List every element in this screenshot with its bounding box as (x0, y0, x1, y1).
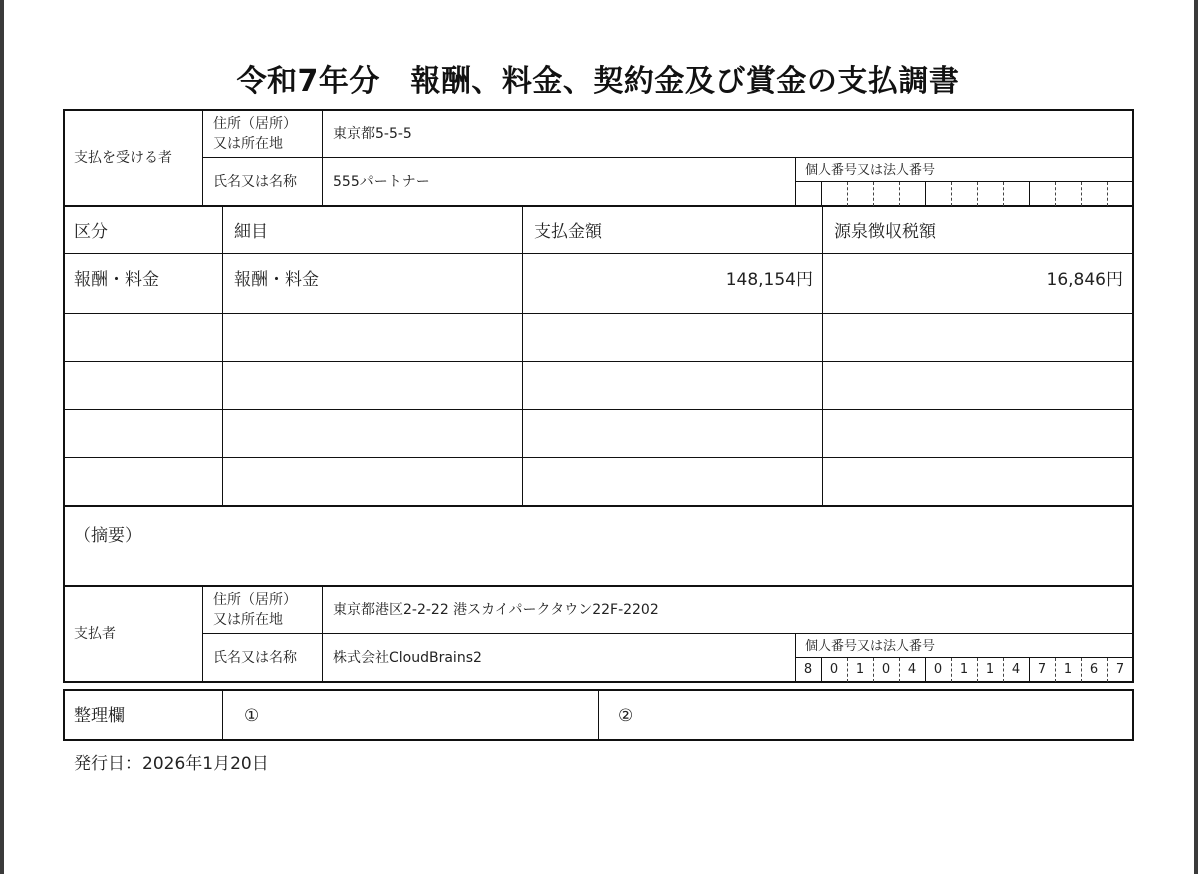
payer-address-divider (203, 633, 1133, 634)
payer-address-label-1: 住所（居所） (213, 592, 297, 608)
payer-number-label: 個人番号又は法人番号 (805, 639, 936, 654)
payer-number-digit: 7 (1115, 662, 1125, 677)
payee-number-divider-10 (1055, 182, 1056, 206)
payer-number-digit: 1 (959, 662, 969, 677)
payer-number-digit: 0 (881, 662, 891, 677)
row-1-details: 報酬・料金 (234, 270, 319, 290)
header-details: 細目 (234, 222, 268, 242)
arrangement-label: 整理欄 (74, 706, 125, 726)
payee-number-divider-9 (1029, 182, 1030, 206)
header-withholding: 源泉徴収税額 (834, 222, 936, 242)
header-category: 区分 (74, 222, 108, 242)
payee-number-divider-5 (925, 182, 926, 206)
payer-number-digit: 1 (985, 662, 995, 677)
payer-name-value: 株式会社CloudBrains2 (333, 650, 482, 666)
issue-date: 発行日：2026年1月20日 (74, 754, 269, 774)
payer-name-label: 氏名又は名称 (213, 650, 297, 666)
payee-label-divider (202, 110, 203, 206)
arrangement-field-1: ① (244, 706, 260, 726)
window-frame-right (1194, 0, 1198, 874)
row-1-category: 報酬・料金 (74, 270, 159, 290)
payee-address-divider (203, 157, 1133, 158)
payer-label-divider (202, 587, 203, 682)
arrangement-field-divider (598, 690, 599, 740)
row-1-withholding: 16,846円 (1046, 270, 1123, 290)
col-divider-2 (522, 207, 523, 505)
payer-section-label: 支払者 (74, 626, 116, 642)
payer-number-digit: 4 (1011, 662, 1021, 677)
payee-section-bottom (64, 205, 1133, 207)
row-divider-3 (64, 409, 1133, 410)
payee-address-label-1: 住所（居所） (213, 116, 297, 132)
payer-address-value: 東京都港区2-2-22 港スカイパークタウン22F-2202 (333, 602, 659, 618)
header-payment: 支払金額 (534, 222, 602, 242)
payee-number-divider-11 (1081, 182, 1082, 206)
payer-number-digit: 1 (855, 662, 865, 677)
row-divider-1 (64, 313, 1133, 314)
window-frame-left (0, 0, 4, 874)
payee-number-label: 個人番号又は法人番号 (805, 163, 936, 178)
payee-number-divider (795, 158, 796, 206)
payee-address-value: 東京都5-5-5 (333, 126, 412, 142)
payer-number-digit: 1 (1063, 662, 1073, 677)
payee-name-value: 555パートナー (333, 174, 430, 190)
payer-number-digit: 0 (933, 662, 943, 677)
payer-number-digit: 6 (1089, 662, 1099, 677)
payee-sublabel-divider (322, 110, 323, 206)
payee-number-divider-6 (951, 182, 952, 206)
remarks-bottom (64, 585, 1133, 587)
row-1-payment: 148,154円 (725, 270, 813, 290)
payer-number-digit: 7 (1037, 662, 1047, 677)
payer-number-digit: 0 (829, 662, 839, 677)
col-divider-3 (822, 207, 823, 505)
document-title: 令和7年分 報酬、料金、契約金及び賞金の支払調書 (236, 64, 960, 99)
payee-number-divider-3 (873, 182, 874, 206)
payer-number-digit: 4 (907, 662, 917, 677)
payee-number-label-divider (795, 181, 1133, 182)
payee-number-divider-12 (1107, 182, 1108, 206)
arrangement-field-2: ② (618, 706, 634, 726)
col-divider-1 (222, 207, 223, 505)
row-divider-4 (64, 457, 1133, 458)
payee-number-divider-1 (821, 182, 822, 206)
payee-section-label: 支払を受ける者 (74, 150, 172, 166)
payer-number-label-divider (795, 657, 1133, 658)
payer-sublabel-divider (322, 587, 323, 682)
payee-address-label-2: 又は所在地 (213, 136, 283, 152)
payee-number-divider-4 (899, 182, 900, 206)
payer-address-label-2: 又は所在地 (213, 612, 283, 628)
table-bottom (64, 505, 1133, 507)
payee-name-label: 氏名又は名称 (213, 174, 297, 190)
payer-number-digit: 8 (803, 662, 813, 677)
payee-number-divider-8 (1003, 182, 1004, 206)
arrangement-label-divider (222, 690, 223, 740)
payee-number-divider-2 (847, 182, 848, 206)
remarks-label: （摘要） (74, 526, 142, 546)
row-divider-2 (64, 361, 1133, 362)
payee-number-divider-7 (977, 182, 978, 206)
header-row-divider (64, 253, 1133, 254)
